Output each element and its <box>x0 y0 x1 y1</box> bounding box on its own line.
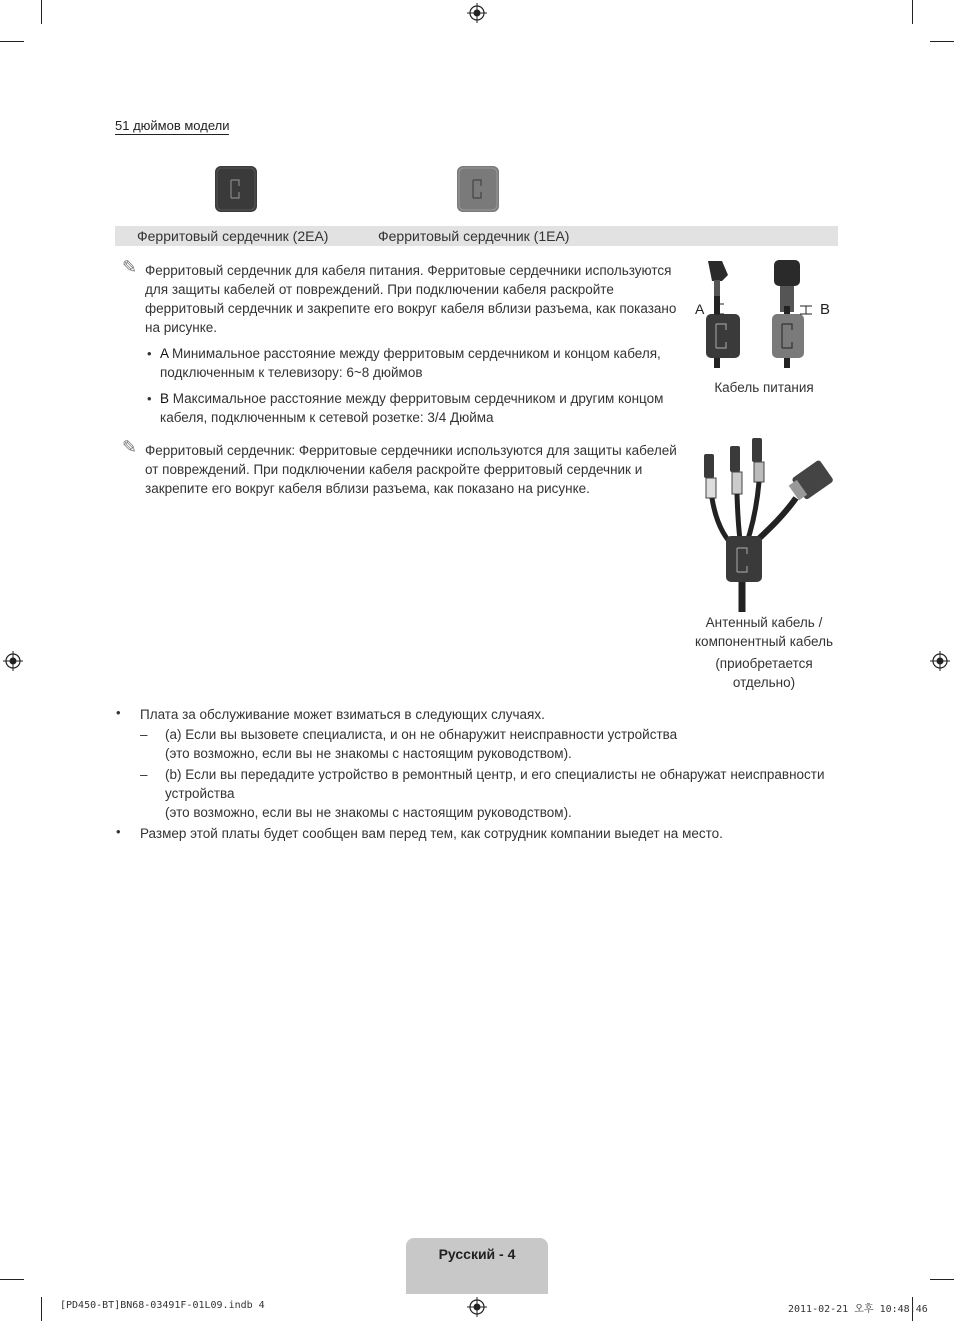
item-letter: B <box>160 391 170 406</box>
registration-mark-icon <box>930 651 950 671</box>
ferrite-core-grey-icon <box>455 164 501 214</box>
dash-icon: – <box>140 767 148 782</box>
ferrite-core-1ea-label: Ферритовый сердечник (1EA) <box>378 228 570 244</box>
caption-line: отдельно) <box>732 675 796 690</box>
caption-line: (приобретается <box>715 656 813 671</box>
pencil-note-icon: ✎ <box>122 257 138 277</box>
text-line: (b) Если вы передадите устройство в ремонтный центр, и его специалисты не обнаружат неисправности <box>165 767 825 782</box>
fee-case-b <box>165 765 825 822</box>
crop-mark <box>912 0 913 24</box>
text-line: Ферритовый сердечник для кабеля питания. Ферритовые сердечники используются <box>145 263 672 278</box>
registration-mark-icon <box>467 3 487 23</box>
note-paragraph <box>145 261 676 337</box>
text-line: (это возможно, если вы не знакомы с настоящим руководством). <box>165 746 572 761</box>
power-cable-caption: Кабель питания <box>714 380 814 395</box>
caption-line: компонентный кабель <box>695 634 833 649</box>
crop-mark <box>0 41 24 42</box>
text-line: (это возможно, если вы не знакомы с настоящим руководством). <box>165 805 572 820</box>
power-cable-illustration <box>690 256 840 371</box>
text-line: Минимальное расстояние между ферритовым сердечником и концом кабеля, <box>172 346 661 361</box>
text-line: кабеля, подключенным к сетевой розетке: 3/4 Дюйма <box>160 410 494 425</box>
text-line: подключенным к телевизору: 6~8 дюймов <box>160 365 423 380</box>
text-line: Максимальное расстояние между ферритовым сердечником и другим концом <box>172 391 664 406</box>
list-item-b <box>160 389 663 427</box>
ferrite-core-dark-icon <box>213 164 259 214</box>
dash-icon: – <box>140 727 148 742</box>
antenna-component-cable-illustration <box>696 436 836 614</box>
antenna-cable-caption <box>689 613 839 692</box>
note-paragraph <box>145 441 677 498</box>
registration-mark-icon <box>3 651 23 671</box>
caption-line: Антенный кабель / <box>705 615 823 630</box>
fee-bullet-2: Размер этой платы будет сообщен вам перед тем, как сотрудник компании выедет на место. <box>140 826 723 841</box>
print-timestamp: 2011-02-21 오후 10:48:46 <box>788 1304 928 1315</box>
ferrite-core-2ea-label: Ферритовый сердечник (2EA) <box>137 228 329 244</box>
fee-bullet-1: Плата за обслуживание может взиматься в следующих случаях. <box>140 707 545 722</box>
text-line: закрепите его вокруг кабеля вблизи разъема, как показано на рисунке. <box>145 481 590 496</box>
text-line: ферритовый сердечник и закрепите его вокруг кабеля вблизи разъема, как показано <box>145 301 677 316</box>
list-item-a <box>160 344 661 382</box>
page-number-label: Русский - 4 <box>438 1246 516 1262</box>
text-line: от повреждений. При подключении кабеля раскройте ферритовый сердечник и <box>145 462 643 477</box>
bullet-icon: • <box>147 346 152 361</box>
bullet-icon: • <box>147 391 152 406</box>
pencil-note-icon: ✎ <box>122 437 138 457</box>
crop-mark <box>41 0 42 24</box>
registration-mark-icon <box>467 1297 487 1317</box>
crop-mark <box>930 1279 954 1280</box>
section-title: 51 дюймов модели <box>115 118 230 133</box>
crop-mark <box>0 1279 24 1280</box>
text-line: для защиты кабелей от повреждений. При подключении кабеля раскройте <box>145 282 614 297</box>
text-line: на рисунке. <box>145 320 218 335</box>
label-a: A <box>695 301 705 317</box>
fee-case-a <box>165 725 677 763</box>
file-name: [PD450-BT]BN68-03491F-01L09.indb 4 <box>60 1300 265 1311</box>
label-b: B <box>820 301 831 318</box>
text-line: Ферритовый сердечник: Ферритовые сердечники используются для защиты кабелей <box>145 443 677 458</box>
item-letter: A <box>160 346 169 361</box>
text-line: устройства <box>165 786 235 801</box>
crop-mark <box>41 1297 42 1321</box>
text-line: (a) Если вы вызовете специалиста, и он не обнаружит неисправности устройства <box>165 727 678 742</box>
crop-mark <box>930 41 954 42</box>
bullet-icon: • <box>116 824 121 839</box>
bullet-icon: • <box>116 705 121 720</box>
